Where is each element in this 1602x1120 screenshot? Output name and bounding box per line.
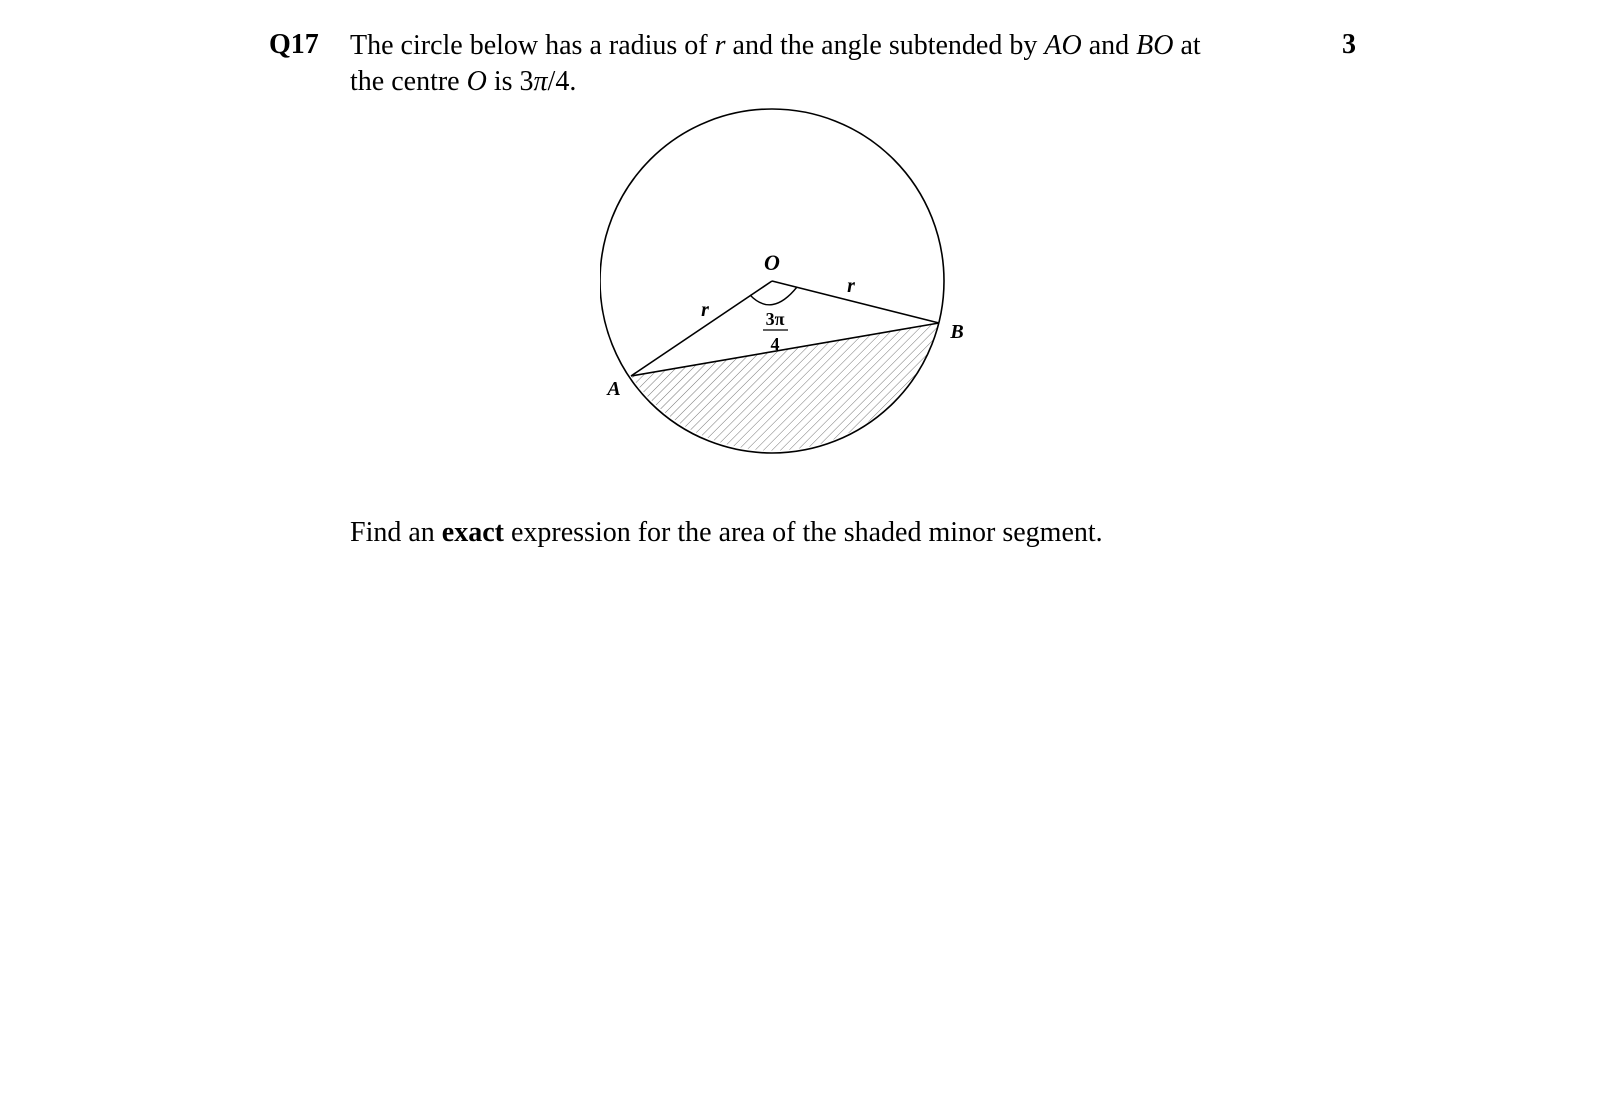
label-center-o: O: [764, 250, 780, 275]
stem-line-2: the centre O is 3π/4.: [350, 66, 577, 97]
label-radius-right: r: [847, 275, 855, 297]
emphasis-exact: exact: [441, 517, 504, 548]
angle-denominator: 4: [770, 334, 780, 354]
variable-bo: BO: [1136, 30, 1174, 61]
question-marks: 3: [1342, 29, 1356, 60]
angle-numerator: 3π: [765, 309, 785, 329]
label-point-b: B: [950, 321, 964, 343]
label-radius-left: r: [701, 299, 709, 321]
question-stem: [350, 28, 1310, 100]
question-number: Q17: [269, 29, 319, 60]
task-instruction: Find an exact expression for the area of the shaded minor segment.: [350, 517, 1103, 548]
angle-arc: [750, 287, 797, 305]
pi-symbol: π: [533, 66, 548, 97]
variable-r: r: [714, 30, 726, 61]
stem-line-1: The circle below has a radius of r and the angle subtended by AO and BO at: [350, 30, 1201, 61]
label-point-a: A: [607, 378, 621, 400]
circle-diagram: [600, 100, 1020, 480]
variable-ao: AO: [1044, 30, 1082, 61]
shaded-minor-segment: [631, 323, 939, 451]
variable-o: O: [466, 66, 487, 97]
